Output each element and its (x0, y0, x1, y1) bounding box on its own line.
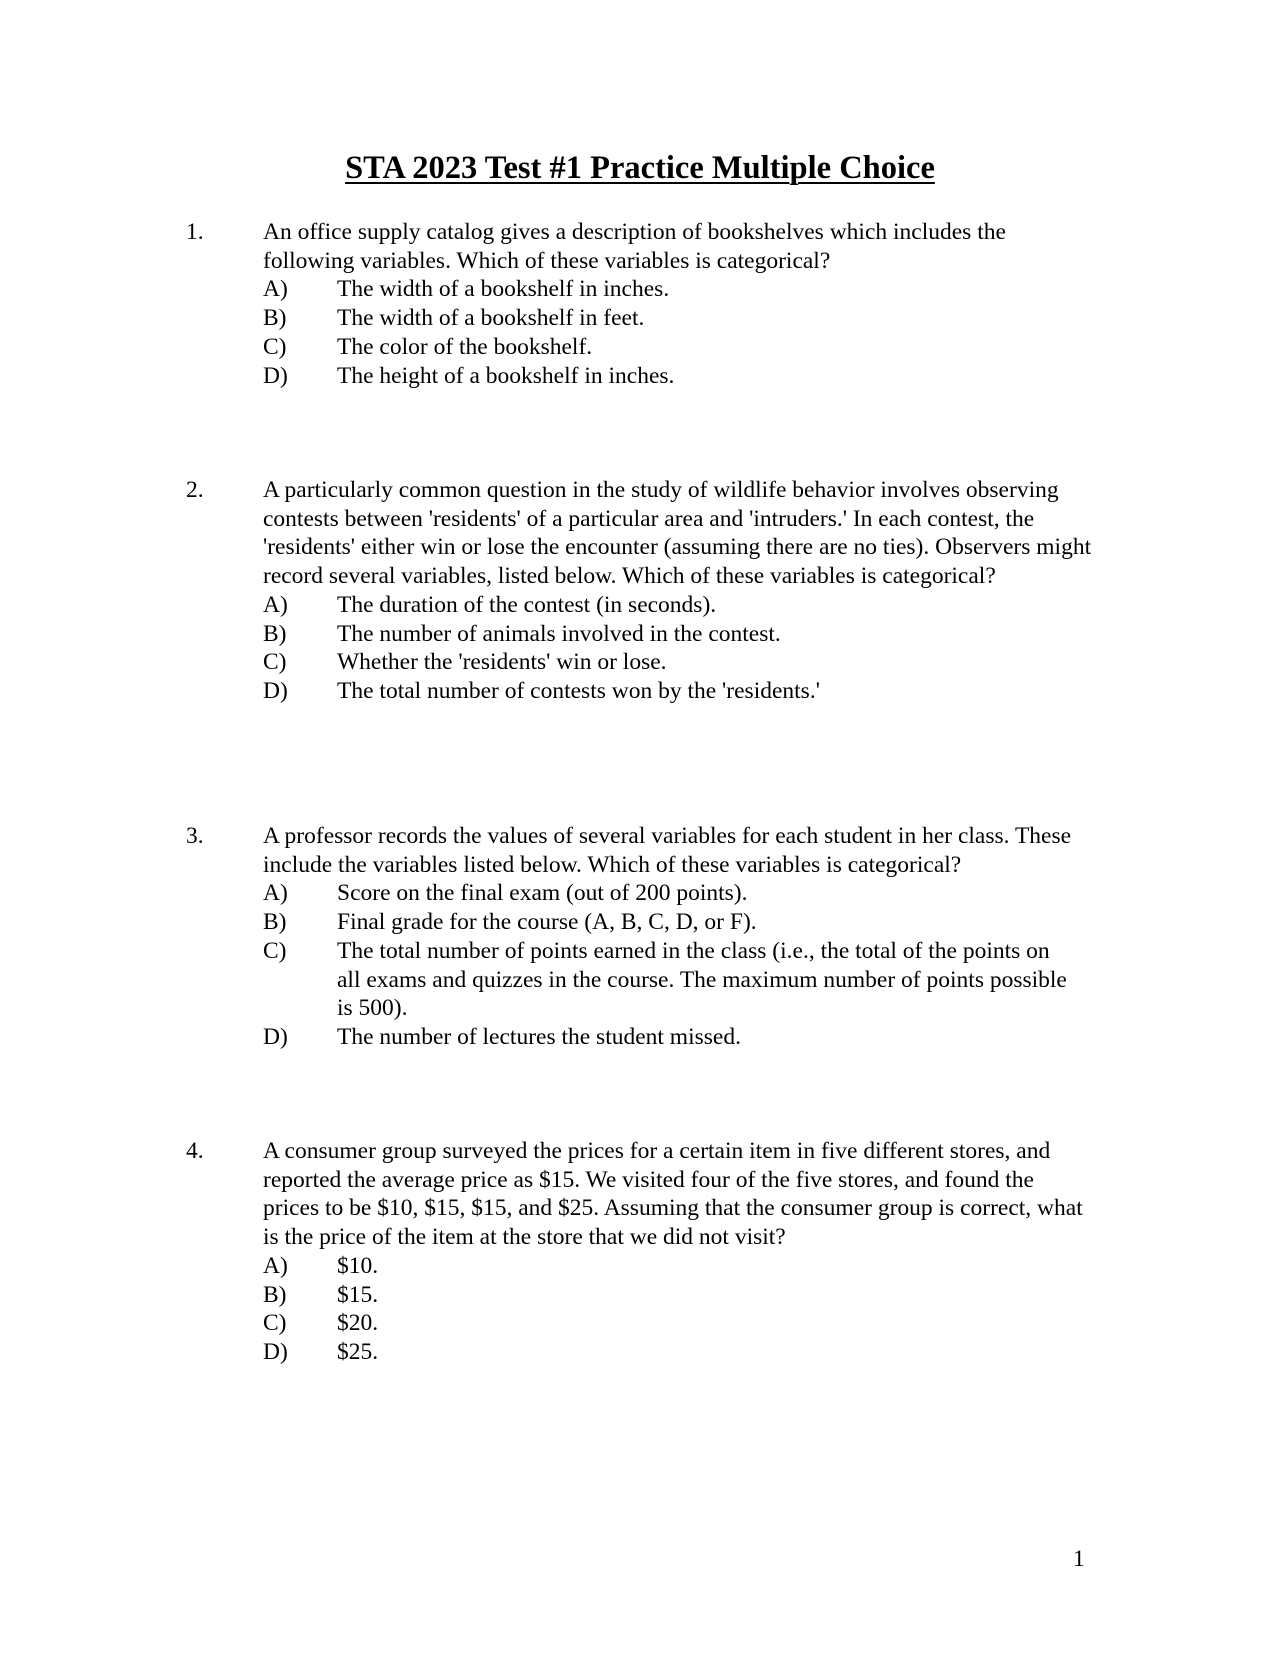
answer-option (263, 275, 1093, 304)
answer-option (263, 1023, 1093, 1052)
page-number: 1 (1073, 1546, 1085, 1572)
option-letter: A) (263, 1252, 288, 1279)
answer-option (263, 591, 1093, 620)
page-title (0, 148, 1280, 188)
option-letter: B) (263, 620, 287, 647)
question-4 (0, 1137, 1280, 1367)
option-letter: B) (263, 305, 287, 332)
answer-option (263, 908, 1093, 937)
answer-option (263, 333, 1093, 362)
question-stem: An office supply catalog gives a description of bookshelves which includes the following variables. Which of these variables is categorical? (263, 219, 1006, 274)
option-letter: D) (263, 677, 288, 704)
question-stem: A consumer group surveyed the prices for a certain item in five different stores, and reported the average price as $15. We visited four of the five stores, and found the prices to be $10, $15, $15, and $25. Assuming that the consumer group is correct, what is the price of the item at the store that we did not visit? (263, 1138, 1083, 1251)
option-text: The number of animals involved in the contest. (337, 620, 781, 647)
option-text: Final grade for the course (A, B, C, D, or F). (337, 909, 757, 936)
option-text: The duration of the contest (in seconds). (337, 591, 717, 618)
option-text: Score on the final exam (out of 200 points). (337, 880, 748, 907)
question-stem: A particularly common question in the study of wildlife behavior involves observing contests between 'residents' of a particular area and 'intruders.' In each contest, the 'residents' either win or lose the encounter (assuming there are no ties). Observers might record several variables, listed below. Which of these variables is categorical? (263, 477, 1092, 590)
answer-option (263, 879, 1093, 908)
answer-option (263, 362, 1093, 391)
option-letter: B) (263, 1281, 287, 1308)
question-stem: A professor records the values of several variables for each student in her class. These include the variables listed below. Which of these variables is categorical? (263, 823, 1072, 878)
option-text: The height of a bookshelf in inches. (337, 362, 675, 389)
option-text: The color of the bookshelf. (337, 333, 593, 360)
option-letter: A) (263, 880, 288, 907)
option-letter: A) (263, 276, 288, 303)
option-text: The number of lectures the student missed. (337, 1023, 741, 1050)
answer-option (263, 620, 1093, 649)
question-number: 4. (186, 1138, 204, 1164)
option-text: The width of a bookshelf in feet. (337, 305, 645, 332)
answer-option (263, 1338, 1093, 1367)
option-letter: C) (263, 649, 287, 676)
answer-option (263, 677, 1093, 706)
question-number: 1. (186, 219, 204, 245)
option-letter: C) (263, 1310, 287, 1337)
option-letter: D) (263, 1338, 288, 1365)
option-text: The total number of contests won by the 'residents.' (337, 677, 820, 704)
option-letter: B) (263, 909, 287, 936)
question-3 (0, 822, 1280, 1052)
option-text: $10. (337, 1252, 379, 1279)
question-number: 2. (186, 477, 204, 503)
option-text: $20. (337, 1310, 379, 1337)
option-text: The total number of points earned in the class (i.e., the total of the points on all exams and quizzes in the course. The maximum number of points possible is 500). (337, 937, 1067, 1022)
answer-option (263, 648, 1093, 677)
answer-option (263, 304, 1093, 333)
question-number: 3. (186, 823, 204, 849)
page-title-text: STA 2023 Test #1 Practice Multiple Choice (345, 150, 935, 186)
answer-option (263, 1252, 1093, 1281)
option-text: $25. (337, 1338, 379, 1365)
answer-option (263, 937, 1093, 1023)
option-text: Whether the 'residents' win or lose. (337, 649, 667, 676)
question-2 (0, 476, 1280, 706)
answer-option (263, 1309, 1093, 1338)
option-letter: C) (263, 937, 287, 964)
option-text: The width of a bookshelf in inches. (337, 276, 670, 303)
option-letter: A) (263, 591, 288, 618)
option-letter: D) (263, 362, 288, 389)
option-letter: D) (263, 1023, 288, 1050)
question-1 (0, 218, 1280, 390)
option-letter: C) (263, 333, 287, 360)
answer-option (263, 1281, 1093, 1310)
option-text: $15. (337, 1281, 379, 1308)
